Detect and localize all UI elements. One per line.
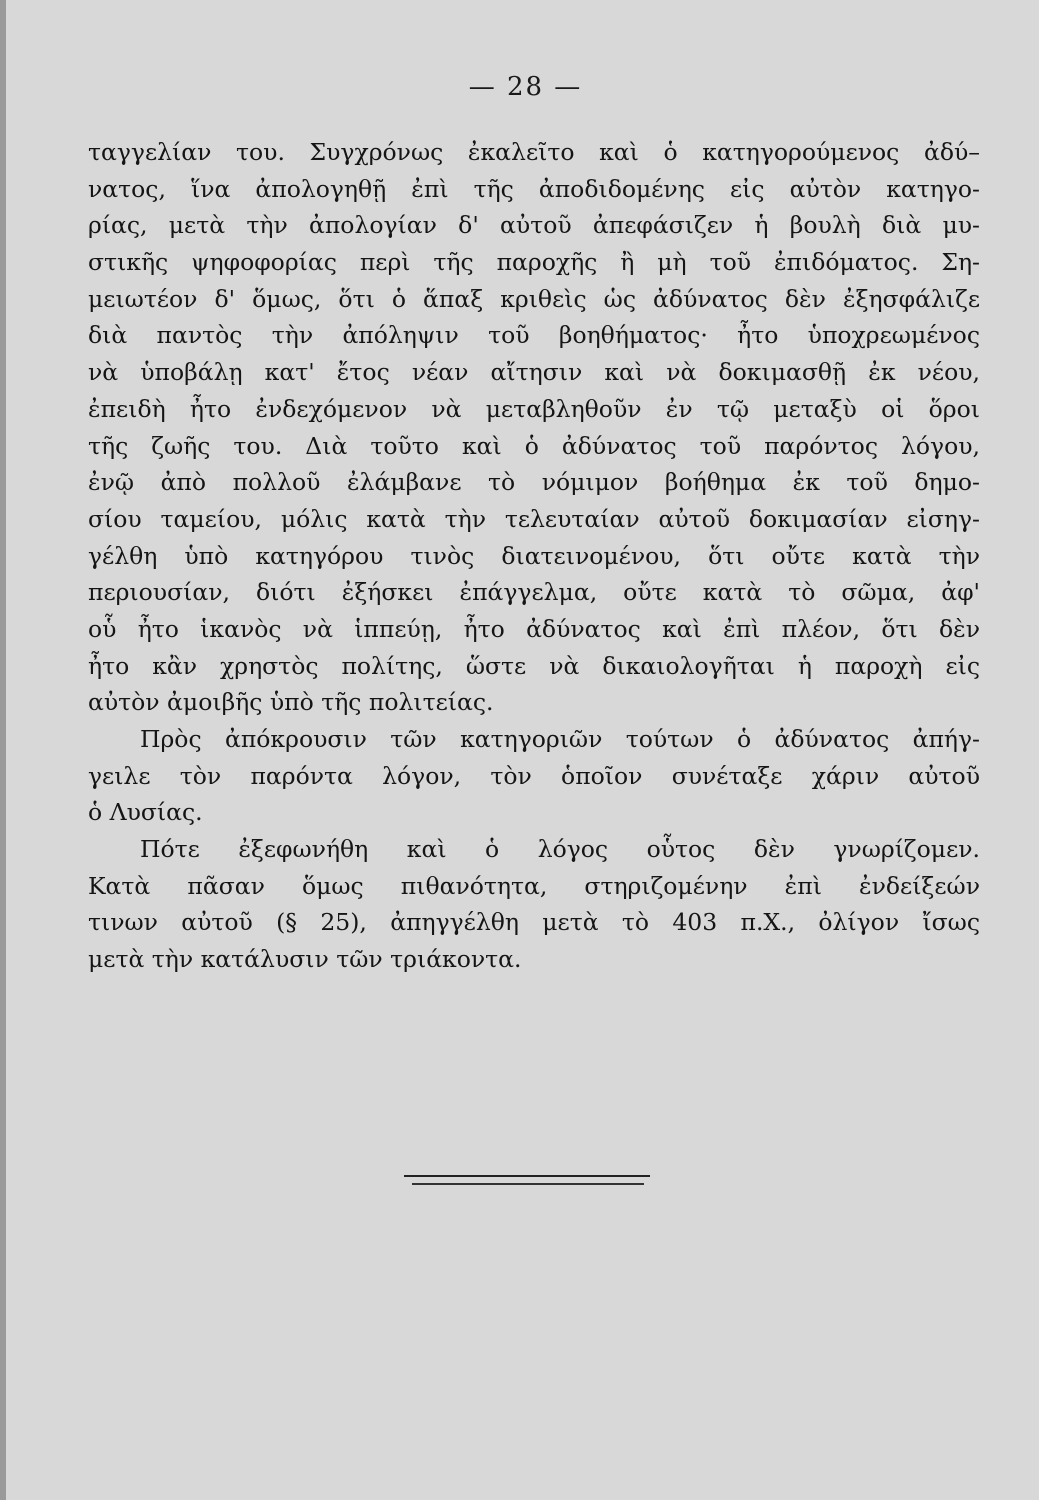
text-line: ἐπειδὴ ἦτο ἐνδεχόμενον νὰ μεταβληθοῦν ἐν τῷ μεταξὺ οἱ ὅροι [88,394,980,423]
text-line: τῆς ζωῆς του. Διὰ τοῦτο καὶ ὁ ἀδύνατος τοῦ παρόντος λόγου, [88,431,980,460]
text-line: ρίας, μετὰ τὴν ἀπολογίαν δ' αὐτοῦ ἀπεφάσιζεν ἡ βουλὴ διὰ μυ- [88,211,980,240]
text-line: μετὰ τὴν κατάλυσιν τῶν τριάκοντα. [88,945,522,974]
text-line: νὰ ὑποβάλῃ κατ' ἔτος νέαν αἴτησιν καὶ νὰ δοκιμασθῇ ἐκ νέου, [88,358,980,387]
text-line: γειλε τὸν παρόντα λόγον, τὸν ὁποῖον συνέταξε χάριν αὐτοῦ [88,761,980,790]
page-number: — 28 — [468,72,583,102]
text-line: στικῆς ψηφοφορίας περὶ τῆς παροχῆς ἢ μὴ τοῦ ἐπιδόματος. Ση- [88,248,980,277]
text-line: γέλθη ὑπὸ κατηγόρου τινὸς διατεινομένου, ὅτι οὔτε κατὰ τὴν [88,541,980,570]
text-line: μειωτέον δ' ὅμως, ὅτι ὁ ἅπαξ κριθεὶς ὡς ἀδύνατος δὲν ἐξησφάλιζε [88,284,980,313]
body-text [88,134,980,978]
text-line: Πρὸς ἀπόκρουσιν τῶν κατηγοριῶν τούτων ὁ ἀδύνατος ἀπήγ- [140,725,980,753]
text-line: Πότε ἐξεφωνήθη καὶ ὁ λόγος οὗτος δὲν γνωρίζομεν. [140,835,980,864]
text-line: Κατὰ πᾶσαν ὅμως πιθανότητα, στηριζομένην ἐπὶ ἐνδείξεών [88,871,980,900]
text-line: οὗ ἦτο ἱκανὸς νὰ ἱππεύῃ, ἦτο ἀδύνατος καὶ ἐπὶ πλέον, ὅτι δὲν [88,614,980,643]
end-of-chapter-rule [404,1175,650,1187]
text-line: ταγγελίαν του. Συγχρόνως ἐκαλεῖτο καὶ ὁ κατηγορούμενος ἀδύ– [88,138,980,166]
text-line: ἦτο κἂν χρηστὸς πολίτης, ὥστε νὰ δικαιολογῆται ἡ παροχὴ εἰς [88,651,980,680]
text-line: νατος, ἵνα ἀπολογηθῇ ἐπὶ τῆς ἀποδιδομένης εἰς αὐτὸν κατηγο- [88,174,980,203]
text-line: αὐτὸν ἀμοιβῆς ὑπὸ τῆς πολιτείας. [88,688,494,717]
text-line: διὰ παντὸς τὴν ἀπόληψιν τοῦ βοηθήματος· ἦτο ὑποχρεωμένος [88,321,980,350]
rule-line [412,1183,644,1185]
text-line: περιουσίαν, διότι ἐξήσκει ἐπάγγελμα, οὔτε κατὰ τὸ σῶμα, ἀφ' [88,578,980,607]
rule-line [404,1175,650,1177]
text-line: ἐνῷ ἀπὸ πολλοῦ ἐλάμβανε τὸ νόμιμον βοήθημα ἐκ τοῦ δημο- [88,468,980,497]
text-line: ὁ Λυσίας. [88,798,203,827]
text-line: τινων αὐτοῦ (§ 25), ἀπηγγέλθη μετὰ τὸ 403 π.Χ., ὀλίγον ἴσως [88,908,980,937]
text-line: σίου ταμείου, μόλις κατὰ τὴν τελευταίαν αὐτοῦ δοκιμασίαν εἰσηγ- [88,504,980,533]
